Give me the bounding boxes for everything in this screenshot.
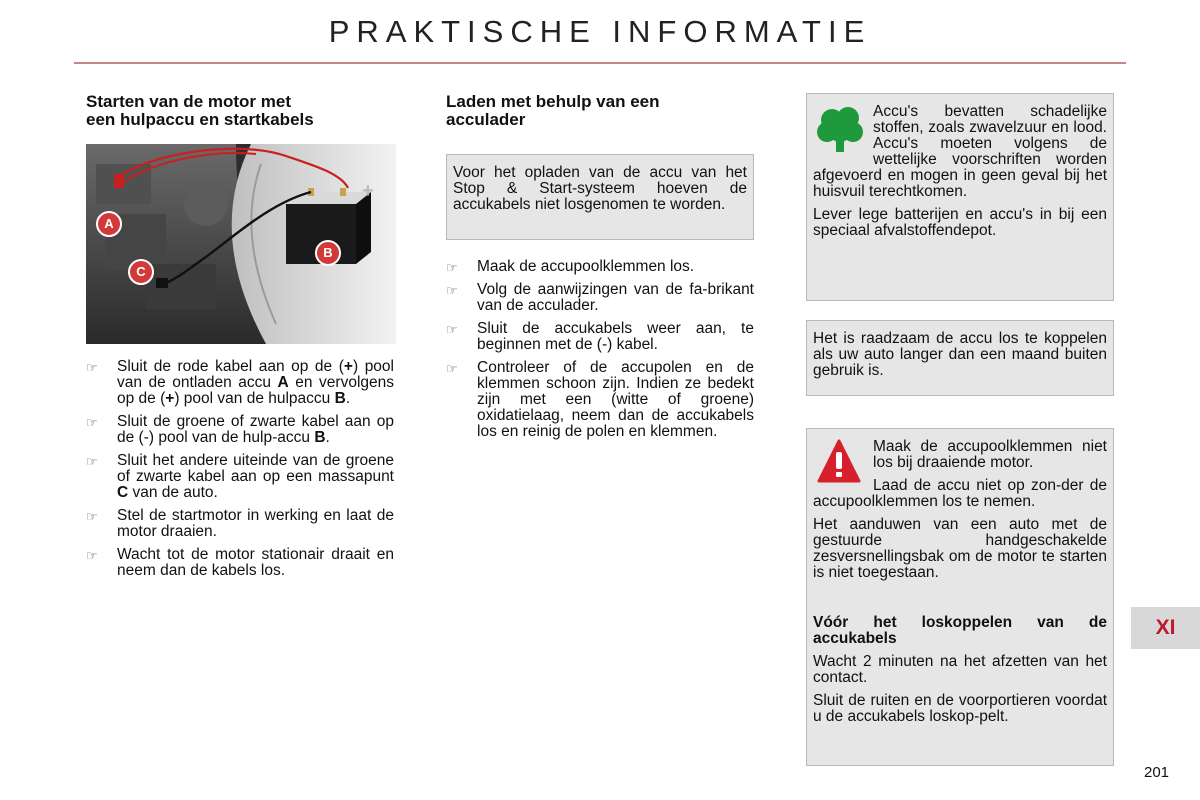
page-title: PRAKTISCHE INFORMATIE — [328, 14, 872, 49]
bold-reference: C — [117, 484, 129, 501]
list-item — [86, 508, 394, 540]
step-text: en vervolgens op de ( — [117, 374, 394, 407]
environment-box — [806, 93, 1114, 301]
list-item: ☞ Controleer of de accupolen en de klemmen schoon zijn. Indien ze bedekt zijn met een (witte of groene) oxidatielaag, neem dan de accukabels los en reinig de polen en klemmen. — [446, 359, 754, 440]
list-item: ☞ Sluit de accukabels weer aan, te beginnen met de (-) kabel. — [446, 320, 754, 353]
bold-reference: A — [277, 374, 289, 391]
step-text: ) pool van de ontladen accu — [117, 358, 394, 391]
warning-subheading: Vóór het loskoppelen van de accukabels — [813, 614, 1107, 647]
jump-start-steps — [86, 359, 394, 586]
pointing-hand-icon: ☞ — [446, 322, 458, 337]
environment-text-2: Lever lege batterijen en accu's in bij een speciaal afvalstoffendepot. — [813, 206, 1107, 239]
step-text: van de auto. — [128, 484, 218, 501]
bold-reference: + — [343, 358, 353, 375]
pointing-hand-icon: ☞ — [86, 415, 98, 430]
step-text: ) pool van de hulpaccu — [174, 390, 335, 407]
pointing-hand-icon: ☞ — [446, 361, 458, 376]
callout-b: B — [315, 240, 341, 266]
jump-start-figure — [86, 144, 396, 344]
stop-start-note: Voor het opladen van de accu van het Stop & Start-systeem hoeven de accukabels niet losgenomen te worden. — [453, 164, 747, 213]
section-heading-jump-start: Starten van de motor met een hulpaccu en startkabels — [86, 92, 314, 129]
step-text: Sluit de groene of zwarte kabel aan op de (-) pool van de hulp-accu — [117, 413, 394, 446]
tip-text: Het is raadzaam de accu los te koppelen als uw auto langer dan een maand buiten gebruik is. — [813, 330, 1107, 379]
engine-bay-illustration — [86, 144, 396, 344]
bold-reference: + — [165, 390, 175, 407]
list-item — [86, 453, 394, 501]
warning-triangle-icon — [817, 439, 861, 485]
pointing-hand-icon: ☞ — [86, 548, 98, 563]
page-number: 201 — [1144, 764, 1170, 781]
warning-box — [806, 428, 1114, 766]
charger-steps — [446, 259, 754, 447]
list-item: ☞ Maak de accupoolklemmen los. — [446, 258, 695, 275]
step-text: Wacht tot de motor stationair draait en neem dan de kabels los. — [117, 546, 394, 579]
warning-text-5: Sluit de ruiten en de voorportieren voordat u de accukabels loskop-pelt. — [813, 692, 1107, 725]
callout-c: C — [128, 259, 154, 285]
list-item — [86, 359, 394, 407]
step-text: Sluit de rode kabel aan op de ( — [117, 358, 344, 375]
section-heading-charger: Laden met behulp van een acculader — [446, 92, 660, 129]
list-item — [86, 414, 394, 446]
bold-reference: B — [314, 429, 326, 446]
plus-terminal-label: + — [362, 180, 374, 202]
callout-a: A — [96, 211, 122, 237]
list-item: ☞ Volg de aanwijzingen van de fa-brikant van de acculader. — [446, 281, 754, 314]
step-text: . — [325, 429, 330, 446]
warning-text-3: Het aanduwen van een auto met de gestuurde handgeschakelde zesversnellingsbak om de motor te starten is niet toegestaan. — [813, 516, 1107, 581]
pointing-hand-icon: ☞ — [86, 509, 98, 524]
step-text: Sluit het andere uiteinde van de groene of zwarte kabel aan op een massapunt — [117, 452, 394, 485]
environment-text-1: Accu's bevatten schadelijke stoffen, zoals zwavelzuur en lood. Accu's moeten volgens de wettelijke voorschriften worden afgevoerd en mogen in geen geval bij het huisvuil terechtkomen. — [813, 103, 1107, 200]
bold-reference: B — [334, 390, 346, 407]
step-text: Stel de startmotor in werking en laat de motor draaien. — [117, 507, 394, 540]
pointing-hand-icon: ☞ — [86, 360, 98, 375]
pointing-hand-icon: ☞ — [446, 283, 458, 298]
chapter-tab[interactable]: XI — [1131, 607, 1200, 649]
step-text: . — [345, 390, 351, 407]
header-divider — [74, 62, 1126, 64]
pointing-hand-icon: ☞ — [86, 454, 98, 469]
warning-text-2: Laad de accu niet op zon-der de accupoolklemmen los te nemen. — [813, 477, 1107, 510]
stop-start-note-box — [446, 154, 754, 240]
list-item — [86, 547, 394, 579]
warning-text-1: Maak de accupoolklemmen niet los bij draaiende motor. — [873, 438, 1107, 471]
warning-text-4: Wacht 2 minuten na het afzetten van het contact. — [813, 653, 1107, 686]
tip-box — [806, 320, 1114, 396]
tree-icon — [815, 104, 865, 154]
pointing-hand-icon: ☞ — [446, 260, 458, 275]
